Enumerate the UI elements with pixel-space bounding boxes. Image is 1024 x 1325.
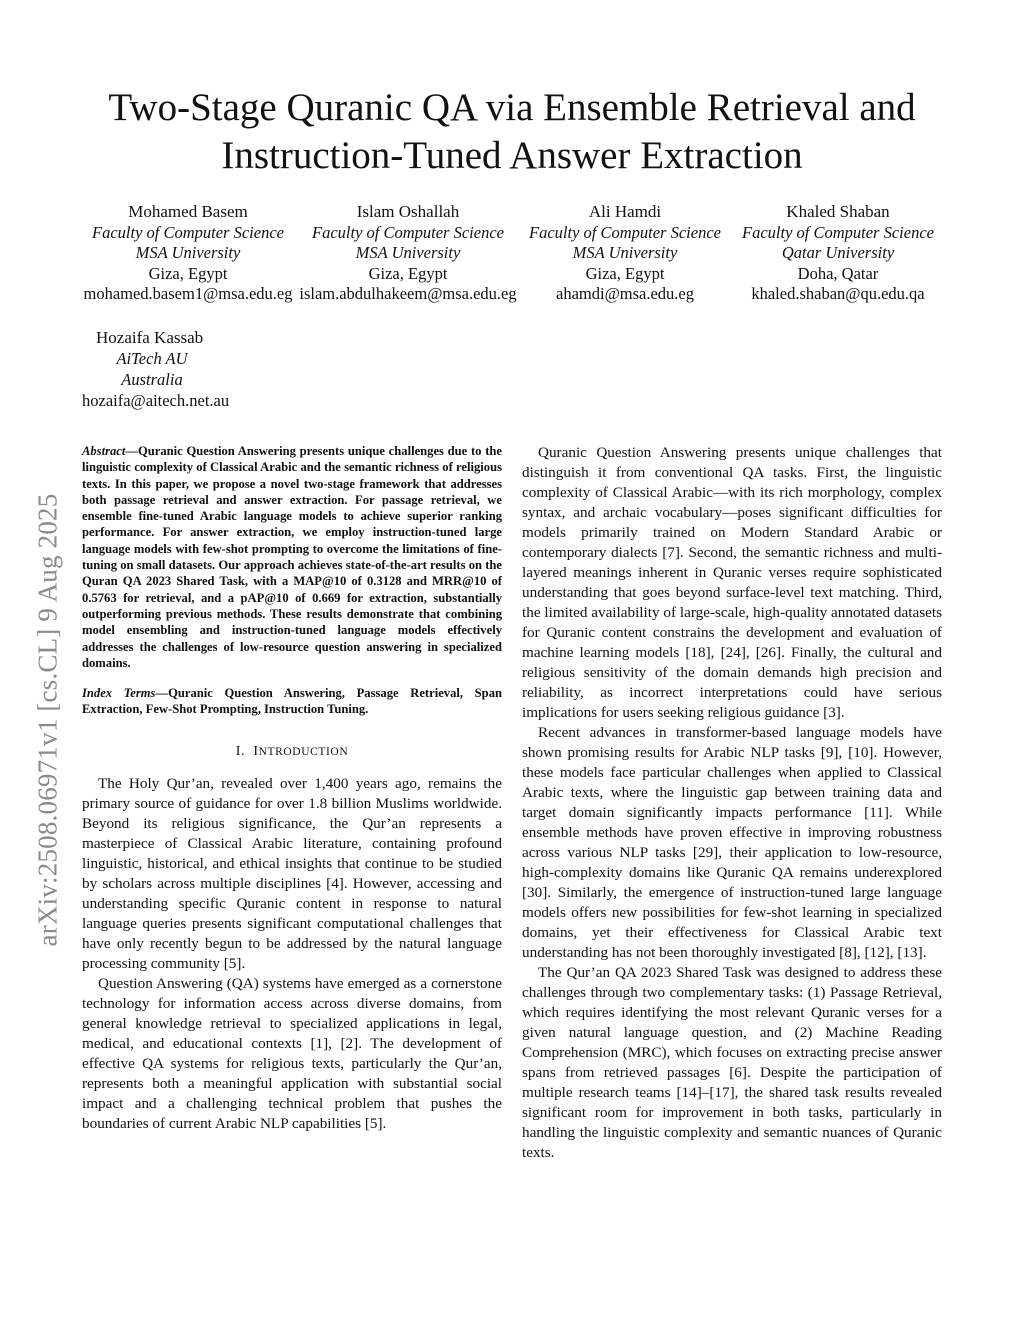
- author-univ: Qatar University: [781, 243, 895, 262]
- author-location: Giza, Egypt: [585, 263, 665, 283]
- author-location: Doha, Qatar: [797, 263, 879, 283]
- paragraph: The Holy Qur’an, revealed over 1,400 years ago, remains the primary source of guidance for over 1.8 billion Muslims worldwide. Beyond its religious significance, the Qur’an represents a masterpiece of Classical Arabic literature, containing profound linguistic, historical, and ethical insights that continue to be studied by scholars across multiple disciplines [4]. However, accessing and understanding specific Quranic content in response to natural language queries presents significant computational challenges that have only recently begun to be addressed by the natural language processing community [5].: [82, 774, 502, 972]
- author-name: Khaled Shaban: [786, 202, 890, 221]
- paper-title: Two-Stage Quranic QA via Ensemble Retrieval and Instruction-Tuned Answer Extraction: [108, 86, 916, 177]
- author-block: [728, 202, 948, 305]
- author-name: Hozaifa Kassab: [96, 328, 204, 347]
- abstract: [82, 443, 502, 671]
- author-dept: Faculty of Computer Science: [312, 222, 504, 242]
- section-number: I.: [235, 743, 246, 759]
- abstract-text: —Quranic Question Answering presents unique challenges due to the linguistic complexity of Classical Arabic and the semantic richness of religious texts. In this paper, we propose a novel two-stage framework that addresses both passage retrieval and answer extraction. For passage retrieval, we ensemble fine-tuned Arabic language models to achieve superior ranking performance. For answer extraction, we employ instruction-tuned large language models with few-shot prompting to overcome the limitations of fine-tuning on small datasets. Our approach achieves state-of-the-art results on the Quran QA 2023 Shared Task, with a MAP@10 of 0.3128 and MRR@10 of 0.5763 for retrieval, and a pAP@10 of 0.669 for extraction, substantially outperforming previous methods. These results demonstrate that combining model ensembling and instruction-tuned language models effectively addresses the challenges of low-resource question answering in specialized domains.: [82, 444, 502, 670]
- author-block: [515, 202, 735, 305]
- author-email: hozaifa@aitech.net.au: [82, 391, 230, 410]
- paragraph: Recent advances in transformer-based language models have shown promising results for Arabic NLP tasks [9], [10]. However, these models face particular challenges when applied to Classical Arabic texts, where the linguistic gap between training data and target domain significantly impacts performance [11]. While ensemble methods have proven effective in improving robustness across various NLP tasks [29], their application to low-resource, high-complexity domains like Quranic QA remains underexplored [30]. Similarly, the emergence of instruction-tuned large language models offers new possibilities for few-shot learning in specialized domains, yet their effectiveness for Classical Arabic text understanding has not been thoroughly investigated [8], [12], [13].: [522, 724, 942, 961]
- index-terms-text: —Quranic Question Answering, Passage Retrieval, Span Extraction, Few-Shot Prompting, Instruction Tuning.: [82, 686, 502, 717]
- author-email: islam.abdulhakeem@msa.edu.eg: [299, 284, 517, 303]
- author-location: Giza, Egypt: [148, 263, 228, 283]
- author-block: [82, 327, 262, 411]
- author-dept: AiTech AU: [116, 349, 188, 368]
- author-location: Giza, Egypt: [368, 263, 448, 283]
- paragraph: Quranic Question Answering presents unique challenges that distinguish it from conventional QA tasks. First, the linguistic complexity of Classical Arabic—with its rich morphology, complex syntax, and archaic vocabulary—poses significant difficulties for models primarily trained on Modern Standard Arabic or contemporary dialects [7]. Second, the semantic richness and multi-layered meanings inherent in Quranic verses require sophisticated understanding that goes beyond surface-level text matching. Third, the limited availability of large-scale, high-quality annotated datasets for Quranic content constrains the development and evaluation of machine learning models [18], [24], [26]. Finally, the cultural and religious sensitivity of the domain demands high precision and reliability, as incorrect interpretations could have serious implications for users seeking religious guidance [3].: [522, 444, 942, 721]
- arxiv-id: arXiv:2508.06971v1 [cs.CL] 9 Aug 2025: [32, 493, 63, 947]
- author-univ: Australia: [121, 370, 183, 389]
- author-block: [78, 202, 298, 305]
- index-terms: [82, 685, 502, 718]
- paragraph: The Qur’an QA 2023 Shared Task was designed to address these challenges through two complementary tasks: (1) Passage Retrieval, which requires identifying the most relevant Quranic verses for a given natural language question, and (2) Machine Reading Comprehension (MRC), which focuses on extracting precise answer spans from retrieved passages [6]. Despite the participation of multiple research teams [14]–[17], the shared task results revealed significant room for improvement in both tasks, particularly in handling the linguistic complexity and semantic nuances of Quranic texts.: [522, 964, 942, 1161]
- author-univ: MSA University: [135, 243, 241, 262]
- section-title-initial: I: [253, 743, 259, 759]
- author-dept: Faculty of Computer Science: [742, 222, 934, 242]
- left-column: [82, 443, 502, 1134]
- author-name: Ali Hamdi: [588, 202, 662, 221]
- author-email: mohamed.basem1@msa.edu.eg: [83, 284, 293, 303]
- paragraph: Question Answering (QA) systems have emerged as a cornerstone technology for information access across diverse domains, from general knowledge retrieval to specialized applications in legal, medical, and educational contexts [1], [2]. The development of effective QA systems for religious texts, particularly the Qur’an, represents both a meaningful application with substantial social impact and a challenging technical problem that pushes the boundaries of current Arabic NLP capabilities [5].: [82, 974, 502, 1132]
- section-title-rest: NTRODUCTION: [258, 745, 349, 758]
- author-dept: Faculty of Computer Science: [92, 222, 284, 242]
- author-dept: Faculty of Computer Science: [529, 222, 721, 242]
- author-name: Islam Oshallah: [356, 202, 460, 221]
- index-terms-label: Index Terms: [82, 686, 156, 701]
- section-heading: [82, 744, 502, 760]
- author-block: [298, 202, 518, 305]
- author-univ: MSA University: [572, 243, 678, 262]
- right-column: [522, 443, 942, 1163]
- author-name: Mohamed Basem: [128, 202, 248, 221]
- author-univ: MSA University: [355, 243, 461, 262]
- abstract-label: Abstract: [82, 444, 126, 458]
- intro-body: [82, 774, 502, 1134]
- author-email: khaled.shaban@qu.edu.qa: [751, 284, 925, 303]
- author-email: ahamdi@msa.edu.eg: [556, 284, 694, 303]
